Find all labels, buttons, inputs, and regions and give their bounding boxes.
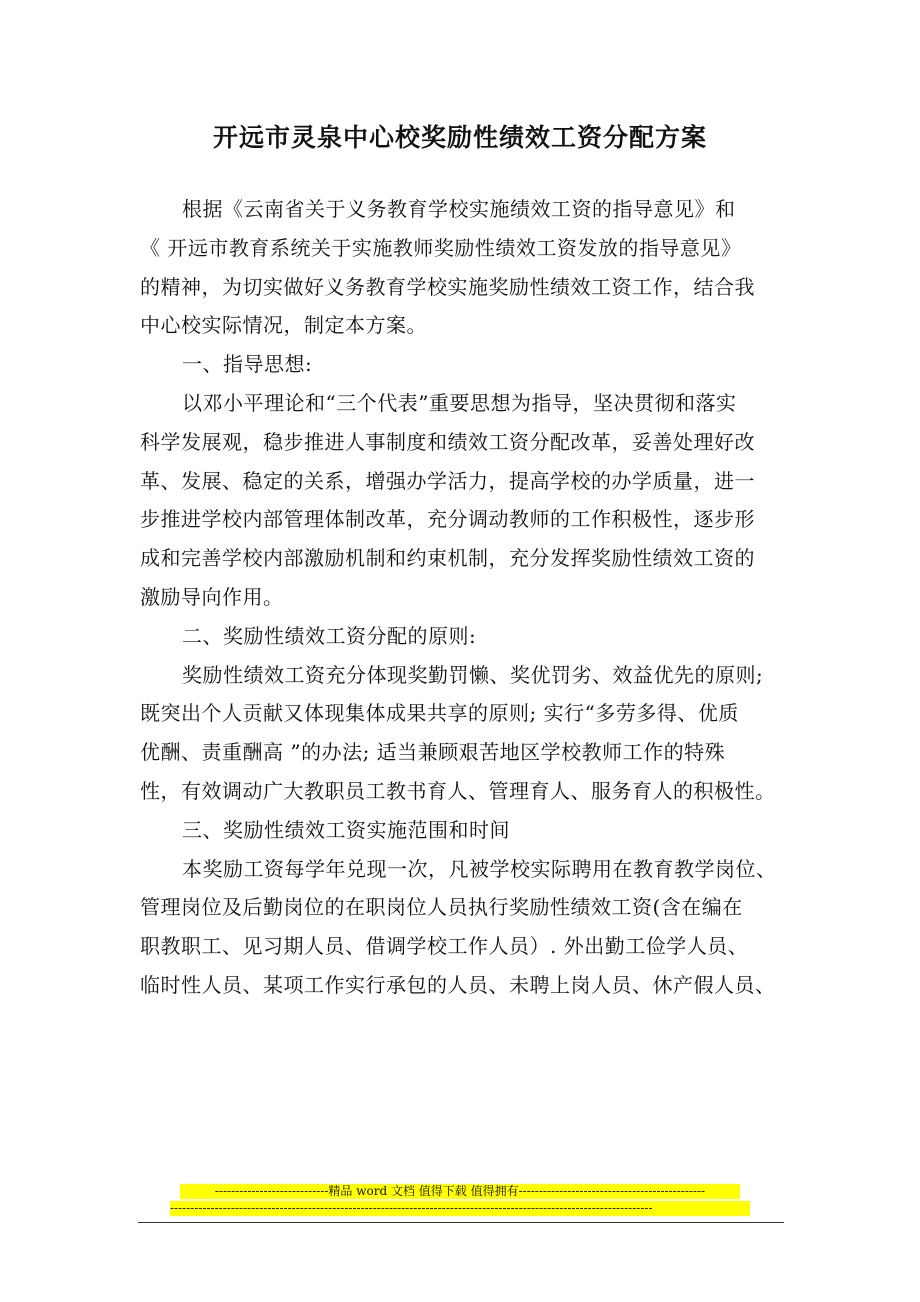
footer-divider	[138, 1222, 784, 1223]
body-line: 成和完善学校内部激励机制和约束机制，充分发挥奖励性绩效工资的	[140, 546, 755, 571]
body-line: 职教职工、见习期人员、借调学校工作人员）. 外出勤工俭学人员、	[140, 934, 749, 959]
body-line: 性，有效调动广大教职员工教书育人、管理育人、服务育人的积极性。	[140, 778, 776, 803]
body-line: 根据《云南省关于义务教育学校实施绩效工资的指导意见》和	[182, 197, 736, 221]
document-body	[140, 190, 792, 1005]
body-line: 奖励性绩效工资充分体现奖勤罚懒、奖优罚劣、效益优先的原则;	[182, 662, 764, 687]
body-line: 革、发展、稳定的关系，增强办学活力，提高学校的办学质量，进一	[140, 468, 755, 493]
body-line: 优酬、责重酬高 ”的办法; 适当兼顾艰苦地区学校教师工作的特殊	[140, 740, 726, 765]
body-line: 既突出个人贡献又体现集体成果共享的原则; 实行“多劳多得、优质	[140, 701, 739, 726]
body-line: 中心校实际情况，制定本方案。	[140, 313, 427, 338]
body-line: 临时性人员、某项工作实行承包的人员、未聘上岗人员、休产假人员、	[140, 972, 776, 997]
footer-watermark	[170, 1184, 750, 1216]
body-line: 激励导向作用。	[140, 584, 284, 609]
body-line: 本奖励工资每学年兑现一次，凡被学校实际聘用在教育教学岗位、	[182, 856, 777, 881]
body-line: 一、指导思想:	[182, 352, 313, 377]
footer-watermark-text: ----------------------------精品 word 文档 值得下载 值得拥有----------------------------------------------	[180, 1184, 740, 1199]
document-title: 开远市灵泉中心校奖励性绩效工资分配方案	[212, 123, 707, 152]
body-line: 以邓小平理论和“三个代表”重要思想为指导，坚决贯彻和落实	[182, 390, 737, 415]
body-line: 科学发展观，稳步推进人事制度和绩效工资分配改革，妥善处理好改	[140, 429, 755, 454]
body-line: 《 开远市教育系统关于实施教师奖励性绩效工资发放的指导意见》	[140, 235, 742, 260]
body-line: 管理岗位及后勤岗位的在职岗位人员执行奖励性绩效工资(含在编在	[140, 895, 743, 920]
footer-dash-line: -----------------------------------------------------------------------------------------------------------------------	[170, 1201, 750, 1216]
body-line: 步推进学校内部管理体制改革，充分调动教师的工作积极性，逐步形	[140, 507, 755, 532]
body-line: 二、奖励性绩效工资分配的原则:	[182, 623, 477, 648]
body-line: 的精神，为切实做好义务教育学校实施奖励性绩效工资工作，结合我	[140, 274, 755, 299]
body-line: 三、奖励性绩效工资实施范围和时间	[182, 817, 510, 842]
